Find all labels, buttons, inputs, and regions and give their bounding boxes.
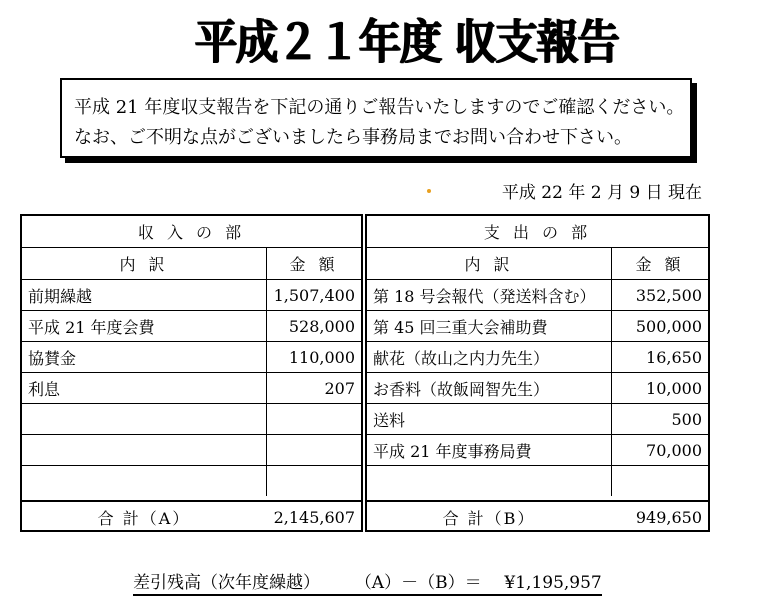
ledger-table	[20, 214, 710, 532]
expense-row	[367, 342, 708, 373]
balance-formula: （A）－（B）＝	[354, 573, 482, 593]
balance-label: 差引残高（次年度繰越）	[133, 573, 320, 593]
notice-line-2: なお、ご不明な点がございましたら事務局までお問い合わせ下さい。	[74, 127, 632, 148]
notice-line-1: 平成 21 年度収支報告を下記の通りご報告いたしますのでご確認ください。	[74, 97, 685, 118]
income-total-row	[22, 500, 361, 532]
income-row	[22, 342, 361, 373]
expense-amount: 16,650	[646, 347, 702, 367]
expense-section	[365, 214, 710, 532]
expense-item: 献花（故山之内力先生）	[373, 348, 550, 368]
balance-line	[133, 568, 602, 596]
expense-row	[367, 311, 708, 342]
expense-amount	[612, 466, 702, 500]
expense-header: 支 出 の 部	[483, 223, 592, 242]
income-total-label: 合 計（A）	[97, 508, 191, 528]
expense-item: 送料	[373, 410, 406, 430]
income-amount: 207	[324, 378, 355, 398]
expense-header-row	[367, 216, 708, 248]
expense-row	[367, 404, 708, 435]
income-row	[22, 373, 361, 404]
income-amount	[267, 466, 355, 500]
income-row	[22, 404, 361, 435]
expense-row	[367, 280, 708, 311]
expense-amount: 352,500	[635, 285, 702, 305]
income-amount	[267, 435, 355, 465]
income-item: 利息	[28, 379, 61, 399]
expense-item	[373, 466, 609, 500]
expense-row	[367, 373, 708, 404]
expense-total-label: 合 計（B）	[442, 508, 536, 528]
expense-item: 第 45 回三重大会補助費	[373, 317, 548, 337]
expense-amount: 70,000	[646, 440, 702, 460]
income-item	[28, 466, 264, 500]
income-item	[28, 435, 264, 465]
expense-item: 第 18 号会報代（発送料含む）	[373, 286, 596, 306]
income-item: 前期繰越	[28, 286, 93, 306]
income-row	[22, 435, 361, 466]
income-column-header-row	[22, 248, 361, 280]
income-amount: 110,000	[288, 347, 355, 367]
income-item	[28, 404, 264, 434]
expense-item: お香料（故飯岡智先生）	[373, 379, 550, 399]
income-item: 平成 21 年度会費	[28, 317, 155, 337]
income-col-item: 内 訳	[119, 255, 169, 274]
income-row	[22, 280, 361, 311]
expense-amount: 10,000	[646, 378, 702, 398]
income-column-divider	[266, 248, 267, 496]
expense-total-row	[367, 500, 708, 532]
income-total-amount: 2,145,607	[273, 507, 355, 527]
expense-amount: 500,000	[635, 316, 702, 336]
income-header-row	[22, 216, 361, 248]
balance-amount: ¥1,195,957	[504, 573, 602, 593]
expense-row	[367, 466, 708, 500]
expense-column-divider	[611, 248, 612, 496]
expense-row	[367, 435, 708, 466]
income-amount: 1,507,400	[273, 285, 355, 305]
income-col-amount: 金 額	[289, 255, 339, 274]
notice-box	[60, 78, 692, 158]
income-row	[22, 466, 361, 500]
income-item: 協賛金	[28, 348, 77, 368]
as-of-date: 平成 22 年 2 月 9 日 現在	[501, 183, 702, 203]
expense-amount: 500	[671, 409, 702, 429]
income-section	[20, 214, 363, 532]
expense-total-amount: 949,650	[635, 507, 702, 527]
income-header: 収 入 の 部	[137, 223, 246, 242]
income-amount	[267, 404, 355, 434]
income-amount: 528,000	[288, 316, 355, 336]
expense-col-item: 内 訳	[464, 255, 514, 274]
expense-item: 平成 21 年度事務局費	[373, 441, 532, 461]
stray-mark	[427, 189, 431, 193]
expense-column-header-row	[367, 248, 708, 280]
expense-col-amount: 金 額	[635, 255, 685, 274]
report-title: 平成２１年度 収支報告	[195, 14, 619, 70]
income-row	[22, 311, 361, 342]
